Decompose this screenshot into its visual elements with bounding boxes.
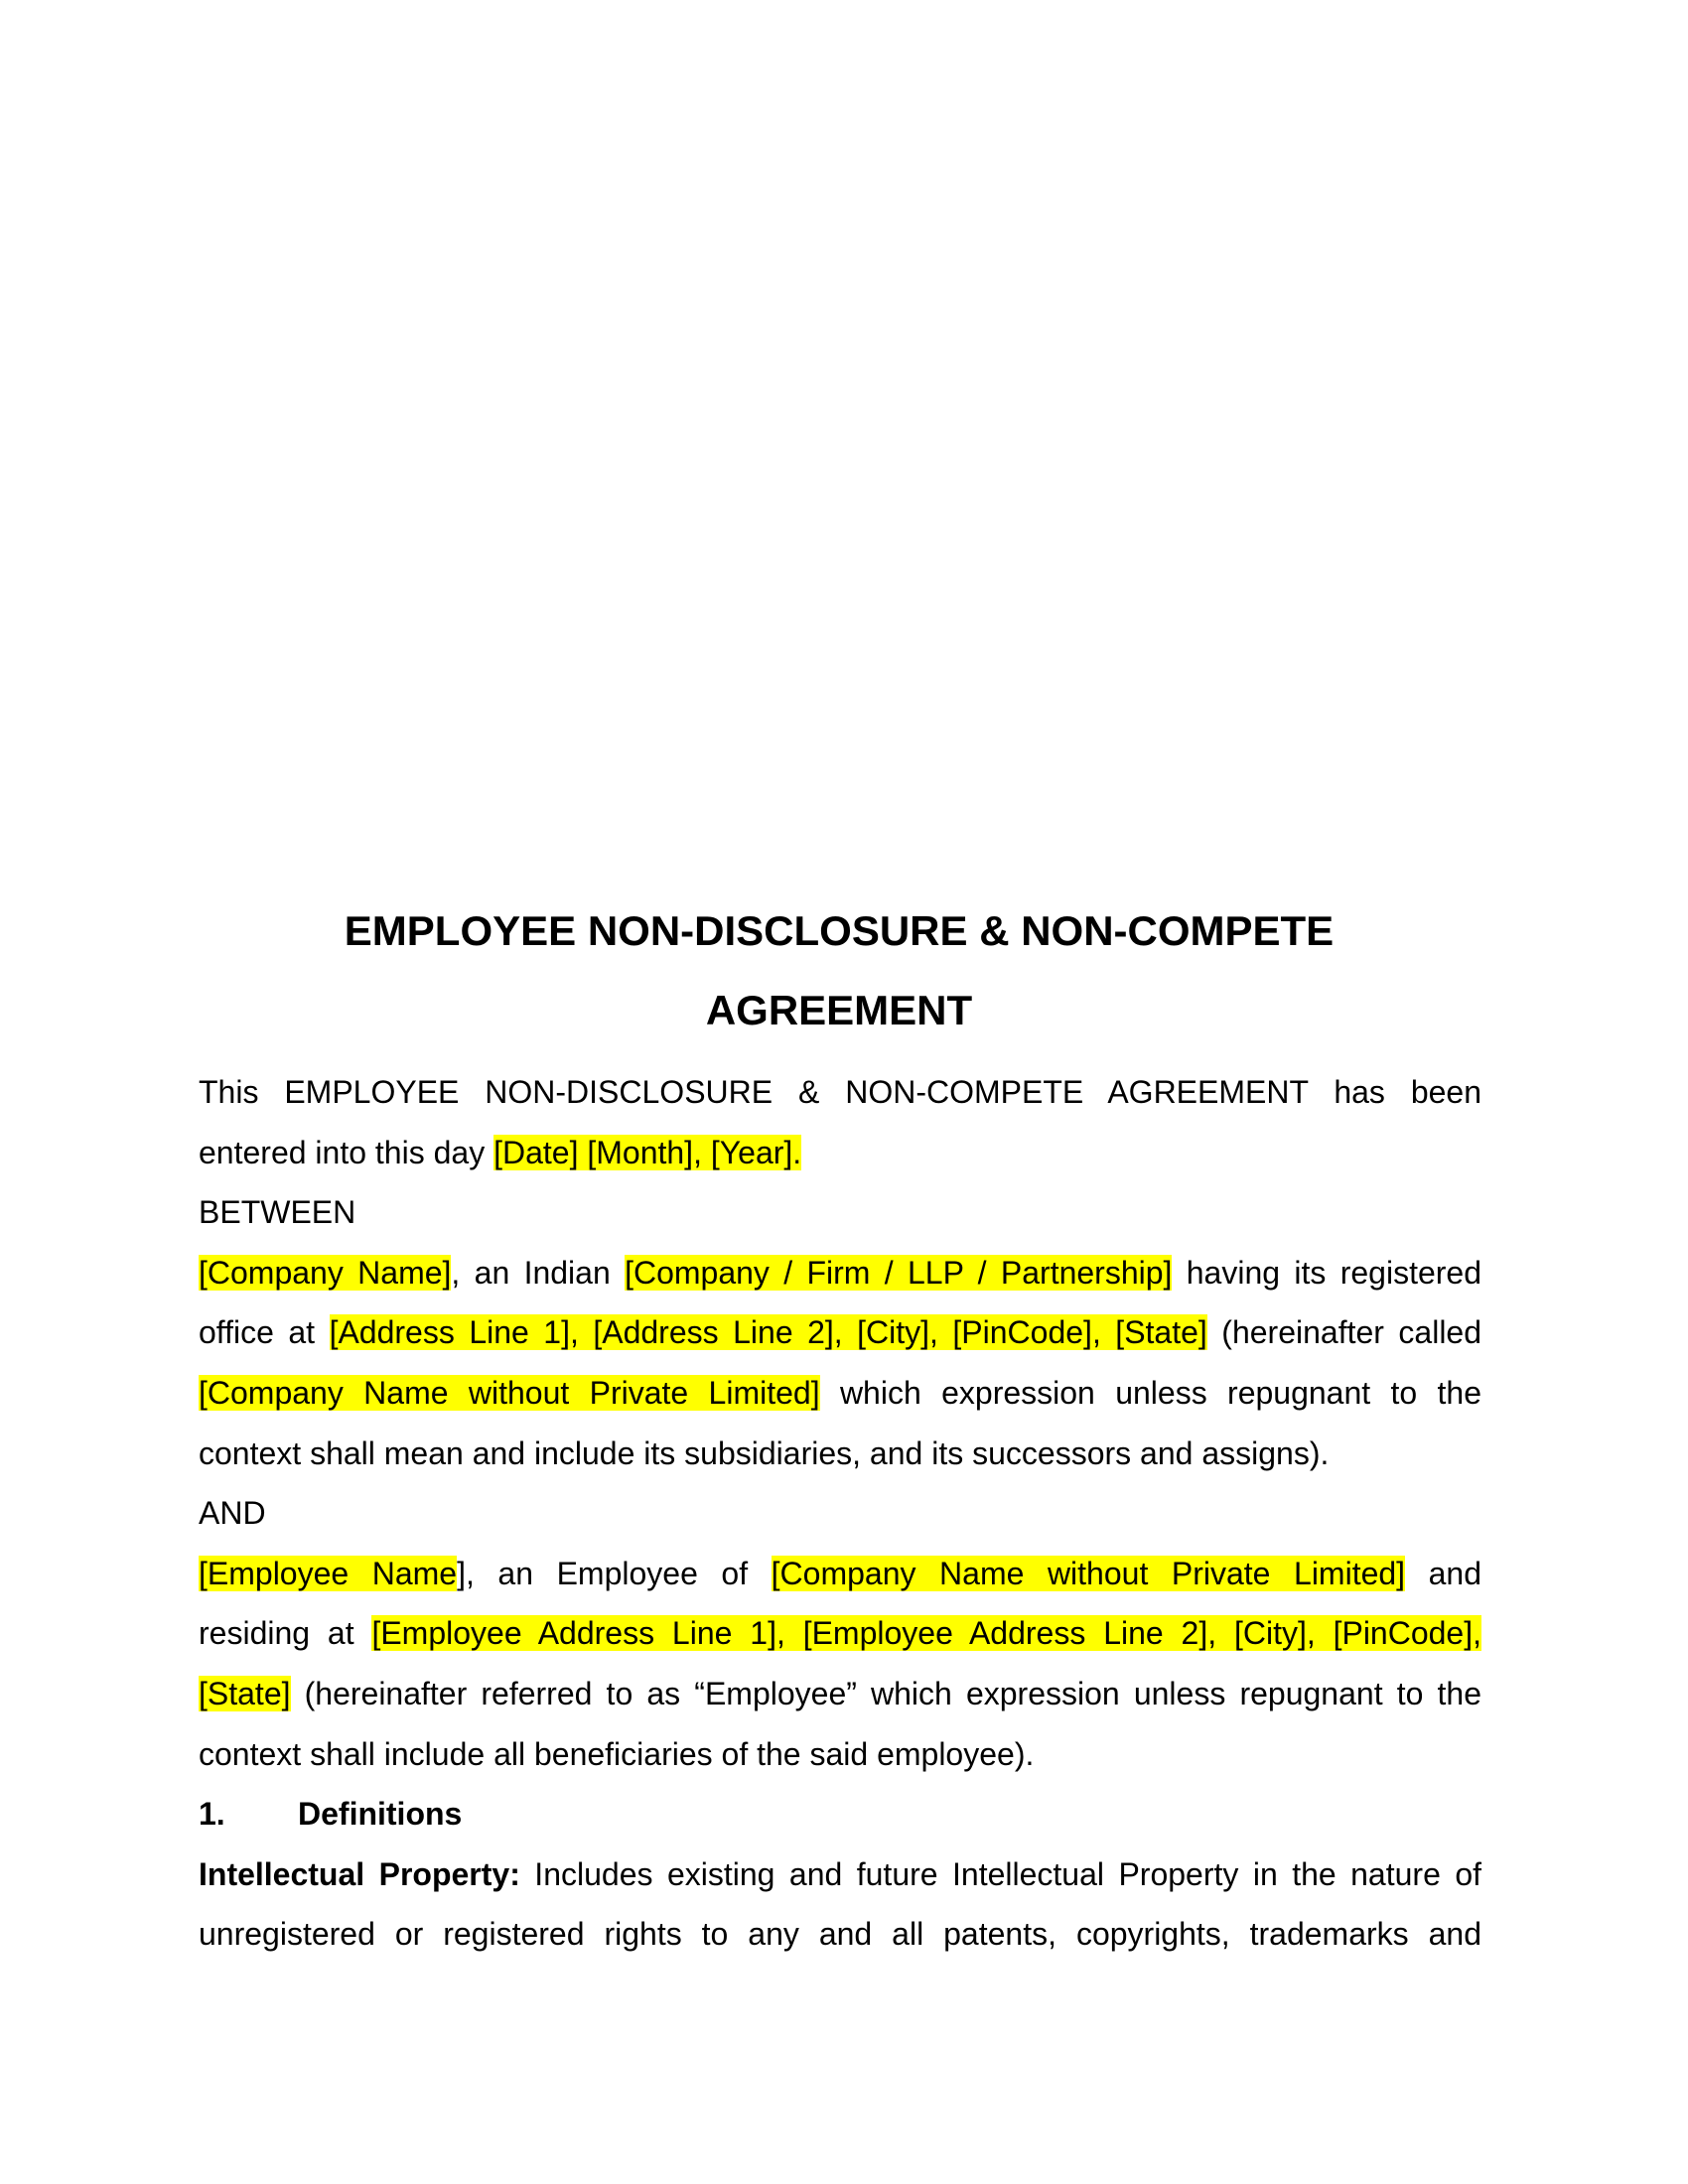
date-period: . (792, 1134, 802, 1170)
company-text: context shall mean and include its subsidiaries, and its successors and assigns). (199, 1434, 1330, 1471)
company-text: which expression unless repugnant to the (819, 1374, 1482, 1411)
intro-line-2 (199, 1123, 1481, 1183)
document-title-line-1: EMPLOYEE NON-DISCLOSURE & NON-COMPETE (344, 907, 1335, 954)
employee-text: context shall include all beneficiaries of the said employee). (199, 1735, 1035, 1772)
section-heading-text: Definitions (298, 1796, 463, 1833)
employee-name-placeholder: [Employee Name (199, 1555, 458, 1591)
employee-text: residing at (199, 1615, 372, 1652)
definition-line-1 (199, 1844, 1481, 1905)
employee-state-placeholder: [State] (199, 1675, 291, 1711)
employee-company-placeholder: [Company Name without Private Limited] (771, 1555, 1406, 1591)
employee-address-placeholder: [Employee Address Line 1], [Employee Address Line 2], [City], [PinCode], (371, 1615, 1482, 1652)
employee-line-1 (199, 1544, 1481, 1604)
company-line-2 (199, 1302, 1481, 1363)
entity-type-placeholder: [Company / Firm / LLP / Partnership] (625, 1254, 1173, 1291)
intro-line-1 (199, 1062, 1481, 1123)
company-text: , an Indian (451, 1254, 626, 1291)
employee-text: and (1405, 1555, 1481, 1591)
section-1-heading (199, 1784, 1481, 1844)
employee-line-3 (199, 1664, 1481, 1724)
section-number: 1. (199, 1796, 225, 1833)
definition-term: Intellectual Property: (199, 1855, 520, 1892)
company-line-1 (199, 1243, 1481, 1303)
company-text: (hereinafter called (1206, 1314, 1482, 1351)
intro-text: entered into this day (199, 1134, 494, 1170)
company-name-placeholder: [Company Name] (199, 1254, 452, 1291)
and-label: AND (199, 1495, 266, 1532)
company-address-placeholder: [Address Line 1], [Address Line 2], [City], [PinCode], [State] (329, 1314, 1207, 1351)
employee-line-2 (199, 1603, 1481, 1664)
definition-line-2 (199, 1904, 1481, 1965)
employee-text: (hereinafter referred to as “Employee” which expression unless repugnant to the (290, 1675, 1481, 1711)
document-title-line-2: AGREEMENT (705, 987, 973, 1033)
definition-text: unregistered or registered rights to any and all patents, copyrights, trademarks and (199, 1916, 1481, 1953)
company-short-name-placeholder: [Company Name without Private Limited] (199, 1374, 820, 1411)
employee-line-4 (199, 1724, 1481, 1785)
intro-text: This EMPLOYEE NON-DISCLOSURE & NON-COMPETE AGREEMENT has been (199, 1074, 1481, 1110)
date-placeholder: [Date] [Month], [Year] (493, 1134, 793, 1170)
company-text: office at (199, 1314, 330, 1351)
document-body (199, 1062, 1481, 1965)
company-line-3 (199, 1363, 1481, 1424)
company-line-4 (199, 1424, 1481, 1484)
employee-text: ], an Employee of (457, 1555, 772, 1591)
definition-text: Includes existing and future Intellectual Property in the nature of (519, 1855, 1482, 1892)
between-label: BETWEEN (199, 1194, 356, 1231)
company-text: having its registered (1172, 1254, 1481, 1291)
